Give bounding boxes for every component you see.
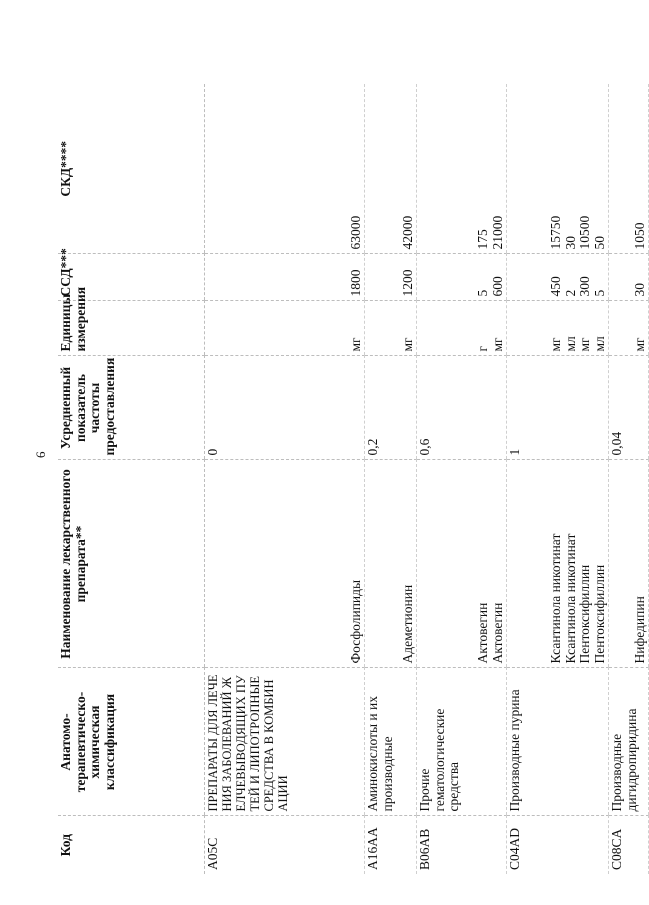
ssd-cell: [205, 254, 365, 301]
ssd-cell: [507, 254, 609, 301]
ssd-value: 5: [591, 289, 607, 297]
unit-value: г: [475, 345, 490, 352]
unit-cell: [205, 301, 365, 356]
unit-value: мг: [548, 337, 563, 352]
frequency-cell: 1: [507, 356, 609, 460]
drug-cell: [417, 460, 507, 668]
drug-table: [58, 84, 649, 874]
rotated-page-content: [58, 84, 647, 874]
frequency-cell: 0,2: [365, 356, 417, 460]
page-number: 6: [33, 451, 48, 458]
table-row: [365, 84, 417, 874]
table-row: [205, 84, 365, 874]
drug-cell: [507, 460, 609, 668]
skd-value: 30: [562, 236, 578, 250]
unit-cell: [365, 301, 417, 356]
unit-value: мл: [591, 336, 607, 352]
table-header-row: [58, 84, 205, 874]
header-classification: Анатомо-терапевтическо-химическая классификация: [58, 668, 205, 816]
unit-value: мг: [489, 337, 505, 352]
unit-cell: [609, 301, 649, 356]
classification-cell: Аминокислоты и их производные: [365, 668, 417, 816]
unit-cell: [507, 301, 609, 356]
ssd-value: 30: [631, 283, 647, 297]
unit-value: мл: [562, 336, 578, 352]
skd-cell: [507, 84, 609, 254]
ssd-value: 1800: [347, 269, 363, 297]
ssd-value: 600: [489, 276, 505, 297]
drug-name: Адеметионин: [399, 584, 415, 664]
ssd-value: 1200: [399, 269, 415, 297]
code-cell: C08CA: [609, 816, 649, 874]
unit-value: мг: [577, 337, 592, 352]
table-row: [507, 84, 609, 874]
unit-value: мг: [399, 337, 415, 352]
code-cell: A05C: [205, 816, 365, 874]
classification-cell: Производные пурина: [507, 668, 609, 816]
skd-cell: [417, 84, 507, 254]
skd-value: 21000: [489, 215, 505, 250]
code-cell: A16AA: [365, 816, 417, 874]
ssd-cell: [417, 254, 507, 301]
table-row: [609, 84, 649, 874]
ssd-value: 450: [548, 276, 563, 297]
header-frequency: Усредненный показатель частоты предоставления: [58, 356, 205, 460]
header-code: Код: [58, 816, 205, 874]
header-skd: СКД****: [58, 84, 205, 254]
unit-cell: [417, 301, 507, 356]
skd-cell: [609, 84, 649, 254]
header-unit: Единицы измерения: [58, 301, 205, 356]
drug-name: Фосфолипиды: [347, 579, 363, 664]
code-cell: B06AB: [417, 816, 507, 874]
skd-value: 1050: [631, 222, 647, 250]
ssd-value: 5: [475, 289, 490, 297]
header-ssd: ССД***: [58, 254, 205, 301]
header-drug-name: Наименование лекарственного препарата**: [58, 460, 205, 668]
drug-name: Пентоксифиллин: [577, 564, 592, 664]
skd-value: 10500: [577, 215, 592, 250]
skd-value: 15750: [548, 215, 563, 250]
skd-value: 42000: [399, 215, 415, 250]
drug-name: Актовегин: [489, 602, 505, 664]
drug-cell: [205, 460, 365, 668]
ssd-value: 2: [562, 289, 578, 297]
skd-value: 50: [591, 236, 607, 250]
skd-value: 63000: [347, 215, 363, 250]
drug-name: Ксантинола никотинат: [548, 533, 563, 664]
drug-cell: [609, 460, 649, 668]
drug-cell: [365, 460, 417, 668]
drug-name: Пентоксифиллин: [591, 564, 607, 664]
drug-name: Нифедипин: [631, 596, 647, 664]
table-row: [417, 84, 507, 874]
code-cell: C04AD: [507, 816, 609, 874]
unit-value: мг: [347, 337, 363, 352]
frequency-cell: 0,04: [609, 356, 649, 460]
classification-cell: Производные дигидропиридина: [609, 668, 649, 816]
skd-cell: [205, 84, 365, 254]
drug-name: Актовегин: [475, 602, 490, 664]
drug-name: Ксантинола никотинат: [562, 533, 578, 664]
ssd-value: 300: [577, 276, 592, 297]
classification-cell: Прочие гематологические средства: [417, 668, 507, 816]
ssd-cell: [365, 254, 417, 301]
ssd-cell: [609, 254, 649, 301]
frequency-cell: 0: [205, 356, 365, 460]
skd-value: 175: [475, 229, 490, 250]
unit-value: мг: [631, 337, 647, 352]
skd-cell: [365, 84, 417, 254]
classification-cell: ПРЕПАРАТЫ ДЛЯ ЛЕЧЕНИЯ ЗАБОЛЕВАНИЙ ЖЕЛЧЕВЫВОДЯЩИХ ПУТЕЙ И ЛИПОТРОПНЫЕ СРЕДСТВА В КОМБИНАЦИИ: [205, 668, 365, 816]
frequency-cell: 0,6: [417, 356, 507, 460]
